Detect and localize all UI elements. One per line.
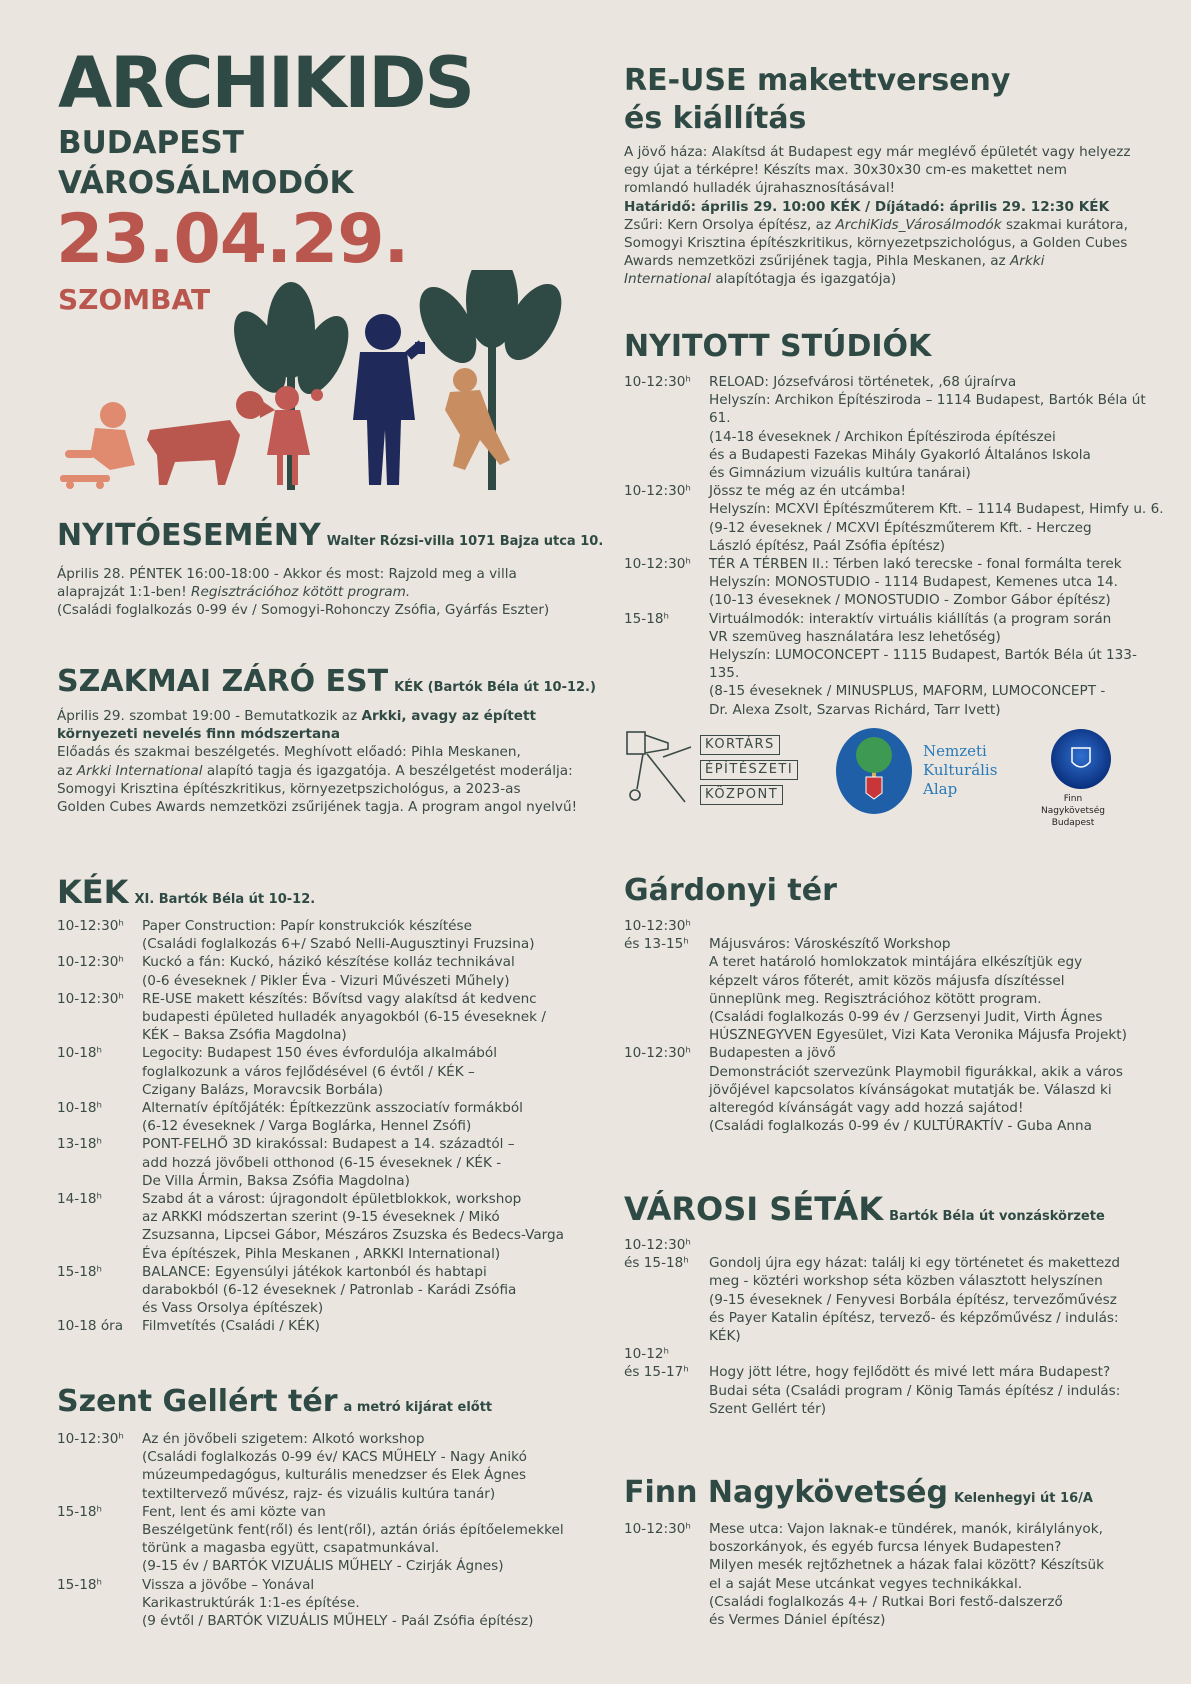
schedule-description: Legocity: Budapest 150 éves évfordulója alkalmából foglalkozunk a város fejlődésével (6 évtől / KÉK – Czigany Balázs, Moravcsik Borbála) [142,1045,498,1098]
finn-embassy-logo-icon [1050,728,1112,790]
schedule-row [624,555,1164,610]
schedule-row [57,1135,587,1190]
finn-title: Finn Nagykövetség [624,1475,948,1510]
closing-title: SZAKMAI ZÁRÓ EST [57,664,389,699]
schedule-description: Fent, lent és ami közte van Beszélgetünk fent(ről) és lent(ről), aztán óriás építőelemekkel törünk a magasba együtt, csapatmunkával. (9-15 év / BARTÓK VIZUÁLIS MŰHELY - Czirják Ágnes) [142,1503,564,1575]
closing-line: Golden Cubes Awards nemzetközi zsűrijének tagja. A program angol nyelvű! [57,799,578,816]
reuse-line: A jövő háza: Alakítsd át Budapest egy már meglévő épületét vagy helyezz [624,144,1131,160]
schedule-row [57,917,587,953]
finn-line: Finn Nagykövetség [1040,794,1105,816]
illustration-kids-trees [55,270,575,500]
schedule-row [57,1430,587,1503]
reuse-title: és kiállítás [624,101,807,136]
reuse-emph: ArchiKids_Városálmodók [835,216,1002,233]
schedule-row [57,1576,587,1631]
schedule-row [57,953,587,989]
schedule-description: Májusváros: Városkészítő Workshop A teret határoló homlokzatok mintájára elkészítjük egy képzelt város főterét, amit közös májusfa díszítéssel ünneplünk meg. Regisztrációhoz kötött program. (Családi foglalkozás 0-99 év / Gerzsenyi Judit, Virth Ágnes HÚSZNEGYVEN Egyesület, Vizi Kata Veronika Májusfa Projekt) [709,936,1127,1044]
opening-location: Walter Rózsi-villa 1071 Bajza utca 10. [326,534,604,549]
schedule-time: 10-12:30ʰ [624,374,691,390]
nka-emblem-icon [835,727,913,815]
walks-schedule [624,1236,1164,1418]
finn-embassy-text [1033,793,1113,829]
schedule-row [57,1190,587,1263]
schedule-row [624,1520,1164,1629]
schedule-time: 10-12:30ʰ [624,1045,691,1062]
schedule-row [624,917,1164,1044]
schedule-description: Kuckó a fán: Kuckó, házikó készítése kolláz technikával (0-6 éveseknek / Pikler Éva - Vizuri Művészeti Műhely) [142,954,515,989]
schedule-time: 15-18ʰ [624,610,669,627]
event-day: SZOMBAT [58,283,211,316]
schedule-time: 10-12:30ʰ [57,990,124,1007]
opening-heading [57,518,604,553]
registration-note: Regisztrációhoz kötött program. [191,584,411,601]
reuse-line: Awards nemzetközi zsűrijének tagja, Pihla Meskanen, az [624,253,1010,270]
reuse-line: egy újat a térképre! Készíts max. 30x30x30 cm-es makettet nem [624,162,1067,179]
schedule-time: 14-18ʰ [57,1191,102,1208]
schedule-time: 13-18ʰ [57,1136,102,1153]
reuse-line: romlandó hulladék újrahasznosításával! [624,180,896,197]
gellert-schedule [57,1430,587,1630]
schedule-time: 10-18ʰ [57,1100,102,1117]
schedule-description: Hogy jött létre, hogy fejlődött és mivé lett mára Budapest? Budai séta (Családi program / König Tamás építész / indulás: Szent Gellért tér) [709,1364,1121,1417]
schedule-row [57,990,587,1045]
walks-location: Bartók Béla út vonzáskörzete [889,1209,1105,1224]
nka-line: Kulturális [923,761,998,779]
reuse-emph: Arkki [1010,253,1045,270]
schedule-row [57,1099,587,1135]
schedule-time: 10-12:30ʰ [624,483,691,500]
schedule-row [57,1263,587,1318]
schedule-time: 10-12:30ʰ [57,1431,124,1447]
schedule-time: 10-18 óra [57,1318,124,1335]
reuse-title: RE-USE makettverseny [624,63,1011,98]
nka-line: Nemzeti [923,742,987,760]
schedule-time: 10-12:30ʰ [57,954,124,971]
finn-location: Kelenhegyi út 16/A [954,1491,1093,1506]
schedule-description: Budapesten a jövő Demonstrációt szervezünk Playmobil figurákkal, akik a város jövőjével kapcsolatos kívánságokat mutatják be. Válaszd ki alteregód kívánságát vagy add hozzá sajátod! (Családi foglalkozás 0-99 év / KULTÚRAKTÍV - Guba Anna [709,1045,1123,1135]
schedule-description: Jössz te még az én utcámba! Helyszín: MCXVI Építészműterem Kft. – 1114 Budapest, Himfy u. 6. (9-12 éveseknek / MCXVI Építészműterem Kft. - Herczeg László építész, Paál Zsófia építész) [709,483,1164,554]
brand-title: ARCHIKIDS [58,42,473,124]
closing-text [57,707,587,816]
schedule-time: 15-18ʰ [57,1263,102,1280]
schedule-description: TÉR A TÉRBEN II.: Térben lakó terecske - fonal formálta terek Helyszín: MONOSTUDIO - 1114 Budapest, Kemenes utca 14. (10-13 éveseknek / MONOSTUDIO - Zombor Gábor építész) [709,556,1122,609]
closing-heading [57,664,596,699]
reuse-emph: International [624,271,711,288]
schedule-description: Paper Construction: Papír konstrukciók készítése (Családi foglalkozás 6+/ Szabó Nelli-Augusztinyi Fruzsina) [142,918,535,953]
opening-line: Április 28. PÉNTEK 16:00-18:00 - Akkor és most: Rajzold meg a villa [57,566,517,582]
schedule-description: Az én jövőbeli szigetem: Alkotó workshop (Családi foglalkozás 0-99 év/ KACS MŰHELY - Nagy Anikó múzeumpedagógus, kulturális menedzser és Elek Ágnes textiltervező művész, rajz- és vizuális kultúra tanár) [142,1431,527,1502]
reuse-line: Zsűri: Kern Orsolya építész, az [624,216,836,233]
gellert-heading [57,1384,493,1419]
schedule-description: RE-USE makett készítés: Bővítsd vagy alakítsd át kedvenc budapesti épületed hulladék anyagokból (6-15 éveseknek / KÉK – Baksa Zsófia Magdolna) [142,990,546,1044]
closing-line: az [57,762,77,779]
schedule-time: 10-12ʰ és 15-17ʰ [624,1346,689,1381]
reuse-text [624,143,1164,289]
nka-text [923,742,997,799]
opening-title: NYITÓESEMÉNY [57,518,321,553]
schedule-row [624,1345,1164,1418]
schedule-description: Gondolj újra egy házat: találj ki egy történetet és makettezd meg - köztéri workshop séta közben választott helyszínen (9-15 éveseknek / Fenyvesi Borbála építész, tervezőművész és Payer Katalin építész, tervező- és képzőművész / indulás: KÉK) [709,1255,1121,1345]
kek-logo [623,727,798,812]
gellert-title: Szent Gellért tér [57,1384,338,1419]
schedule-time: 10-12:30ʰ és 13-15ʰ [624,918,691,953]
closing-emph: környezeti nevelés finn módszertana [57,726,341,743]
schedule-row [57,1044,587,1099]
closing-location: KÉK (Bartók Béla út 10-12.) [394,680,596,695]
schedule-row [624,1236,1164,1345]
schedule-time: 10-12:30ʰ [624,1521,691,1537]
closing-line: Előadás és szakmai beszélgetés. Meghívott előadó: Pihla Meskanen, [57,744,521,761]
schedule-description: PONT-FELHŐ 3D kirakóssal: Budapest a 14. századtól – add hozzá jövőbeli otthonod (6-15 éveseknek / KÉK - De Villa Ármin, Baksa Zsófia Magdolna) [142,1136,515,1189]
schedule-row [624,482,1164,555]
schedule-time: 15-18ʰ [57,1576,102,1593]
gardonyi-title: Gárdonyi tér [624,873,837,908]
studios-title: NYITOTT STÚDIÓK [624,329,932,364]
schedule-description: Vissza a jövőbe – Yonával Karikastruktúrák 1:1-es építése. (9 évtől / BARTÓK VIZUÁLIS MŰHELY - Paál Zsófia építész) [142,1576,534,1630]
brand-city: BUDAPEST [58,125,244,161]
event-date: 23.04.29. [56,200,409,279]
kek-title: KÉK [57,873,129,911]
studios-schedule [624,373,1164,719]
kek-lamp-icon [623,727,698,812]
finn-heading [624,1475,1093,1510]
opening-line: (Családi foglalkozás 0-99 év / Somogyi-Rohonczy Zsófia, Gyárfás Eszter) [57,602,550,619]
reuse-deadline: Határidő: április 29. 10:00 KÉK / Díjátadó: április 29. 12:30 KÉK [624,198,1110,215]
schedule-description: Alternatív építőjáték: Építkezzünk asszociatív formákból (6-12 éveseknek / Varga Boglárka, Hennel Zsófi) [142,1100,523,1135]
schedule-time: 10-12:30ʰ [624,556,691,573]
schedule-time: 10-12:30ʰ [57,918,124,934]
schedule-time: 15-18ʰ [57,1503,102,1520]
schedule-row [57,1503,587,1576]
closing-line: Somogyi Krisztina építészkritikus, környezetpszichológus, a 2023-as [57,780,521,797]
kek-logo-line2: ÉPÍTÉSZETI [700,760,798,780]
finn-schedule [624,1520,1164,1629]
schedule-time: 10-18ʰ [57,1045,102,1062]
schedule-row [57,1317,587,1335]
closing-line: Április 29. szombat 19:00 - Bemutatkozik az [57,708,362,724]
reuse-heading [624,62,1010,138]
finn-line: Budapest [1051,818,1095,828]
reuse-line: szakmai kurátora, [1001,216,1128,233]
kek-logo-line1: KORTÁRS [700,735,780,755]
brand-subtitle: VÁROSÁLMODÓK [58,165,354,201]
schedule-description: Virtuálmodók: interaktív virtuális kiállítás (a program során VR szemüveg használatára lesz lehetőség) Helyszín: LUMOCONCEPT - 1115 Budapest, Bartók Béla út 133-135. (8-15 éveseknek / MINUSPLUS, MAFORM, LUMOCONCEPT - Dr. Alexa Zsolt, Szarvas Richárd, Tarr Ivett) [709,610,1137,718]
reuse-line: alapítótagja és igazgatója) [711,271,897,288]
opening-line: alaprajzát 1:1-ben! [57,584,192,601]
nka-line: Alap [923,780,958,798]
closing-org: Arkki International [76,762,203,779]
walks-heading [624,1190,1105,1228]
kek-logo-line3: KÖZPONT [700,785,783,805]
kek-schedule [57,917,587,1336]
closing-line: alapító tagja és igazgatója. A beszélgetést moderálja: [202,762,573,779]
schedule-row [624,373,1164,482]
schedule-description: BALANCE: Egyensúlyi játékok kartonból és habtapi darabokból (6-12 éveseknek / Patronlab - Karádi Zsófia és Vass Orsolya építészek) [142,1263,517,1317]
schedule-description: Szabd át a várost: újragondolt épületblokkok, workshop az ARKKI módszertan szerint (9-15 éveseknek / Mikó Zsuzsanna, Lipcsei Gábor, Mészáros Zsuzska és Bedecs-Varga Éva építészek, Pihla Meskanen , ARKKI International) [142,1191,564,1262]
gellert-location: a metró kijárat előtt [343,1400,493,1415]
schedule-description: RELOAD: Józsefvárosi történetek, ‚68 újraírva Helyszín: Archikon Építésziroda – 1114 Budapest, Bartók Béla út 61. (14-18 éveseknek / Archikon Építésziroda építészei és a Budapesti Fazekas Mihály Gyakorló Általános Iskola és Gimnázium vizuális kultúra tanárai) [709,374,1146,482]
gardonyi-schedule [624,917,1164,1135]
schedule-row [624,610,1164,719]
reuse-line: Somogyi Krisztina építészkritikus, környezetpszichológus, a Golden Cubes [624,235,1128,252]
schedule-row [624,1044,1164,1135]
schedule-description: Mese utca: Vajon laknak-e tündérek, manók, királylányok, boszorkányok, és egyéb furcsa lények Budapesten? Milyen mesék rejtőzhetnek a házak falai között? Készítsük el a saját Mese utcánkat vegyes technikákkal. (Családi foglalkozás 4+ / Rutkai Bori festő-dalszerző és Vermes Dániel építész) [709,1521,1104,1629]
closing-emph: Arkki, avagy az épített [361,708,536,724]
schedule-description: Filmvetítés (Családi / KÉK) [142,1318,320,1335]
schedule-time: 10-12:30ʰ és 15-18ʰ [624,1237,691,1272]
kek-heading [57,873,316,911]
walks-title: VÁROSI SÉTÁK [624,1190,884,1228]
opening-text [57,565,577,620]
kek-location: XI. Bartók Béla út 10-12. [134,892,316,907]
